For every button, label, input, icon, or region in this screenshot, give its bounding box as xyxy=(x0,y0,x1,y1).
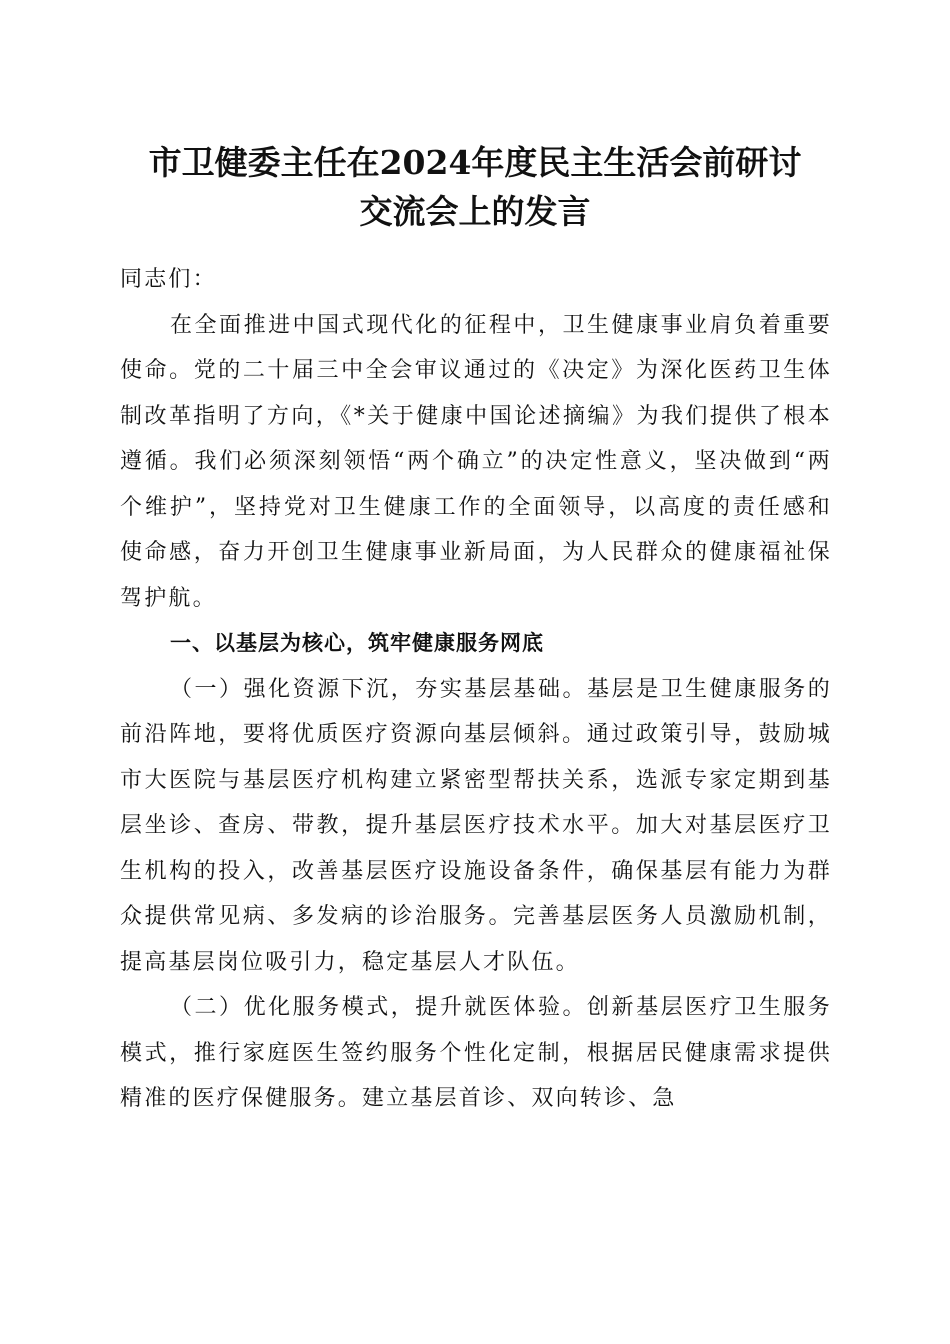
salutation: 同志们： xyxy=(120,267,217,292)
section-heading-1: 一、以基层为核心，筑牢健康服务网底 xyxy=(170,631,544,655)
document-title xyxy=(100,138,850,236)
intro-paragraph: 在全面推进中国式现代化的征程中，卫生健康事业肩负着重要使命。党的二十届三中全会审议通过的《决定》为深化医药卫生体制改革指明了方向，《*关于健康中国论述摘编》为我们提供了根本遵循。我们必须深刻领悟“两个确立”的决定性意义，坚决做到“两个维护”，坚持党对卫生健康工作的全面领导，以高度的责任感和使命感，奋力开创卫生健康事业新局面，为人民群众的健康福祉保驾护航。 xyxy=(120,312,832,611)
section-1-item-2: （二）优化服务模式，提升就医体验。创新基层医疗卫生服务模式，推行家庭医生签约服务个性化定制，根据居民健康需求提供精准的医疗保健服务。建立基层首诊、双向转诊、急 xyxy=(120,995,832,1111)
section-1-item-1: （一）强化资源下沉，夯实基层基础。基层是卫生健康服务的前沿阵地，要将优质医疗资源向基层倾斜。通过政策引导，鼓励城市大医院与基层医疗机构建立紧密型帮扶关系，选派专家定期到基层坐诊、查房、带教，提升基层医疗技术水平。加大对基层医疗卫生机构的投入，改善基层医疗设施设备条件，确保基层有能力为群众提供常见病、多发病的诊治服务。完善基层医务人员激励机制，提高基层岗位吸引力，稳定基层人才队伍。 xyxy=(120,676,832,975)
title-line-1: 市卫健委主任在2024年度民主生活会前研讨 xyxy=(148,143,802,182)
title-line-2: 交流会上的发言 xyxy=(359,192,591,231)
document-body xyxy=(120,257,832,1122)
